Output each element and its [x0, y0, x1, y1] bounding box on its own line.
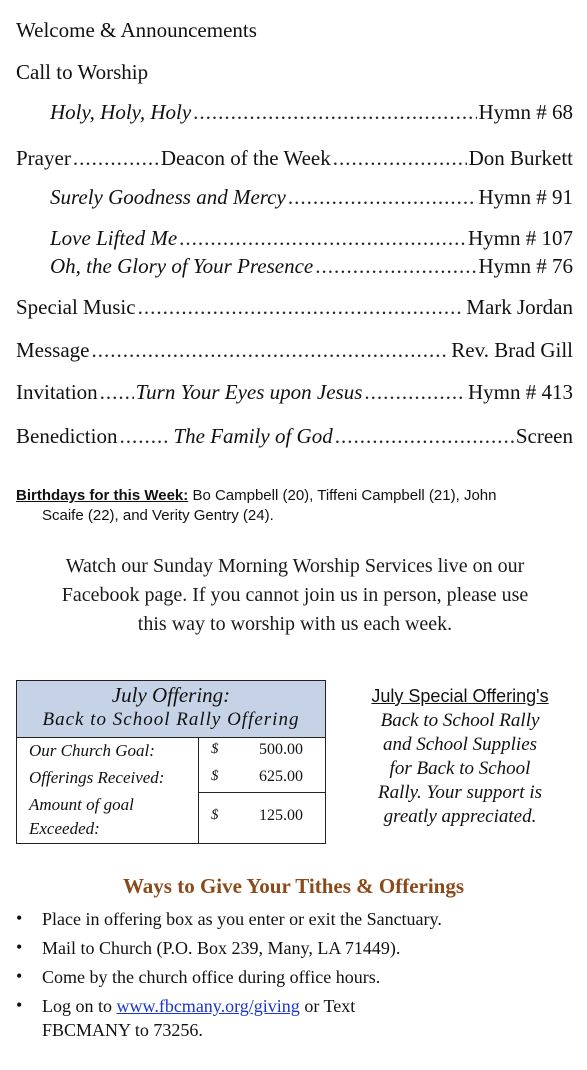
program-item — [16, 424, 573, 449]
list-item — [16, 991, 576, 1042]
list-item-text — [42, 991, 355, 1042]
watch-online-notice — [14, 552, 576, 639]
special-offering-body — [340, 709, 580, 829]
giving-link[interactable]: www.fbcmany.org/giving — [116, 996, 300, 1016]
item-person: Don Burkett — [468, 146, 573, 170]
leader-dots — [91, 338, 449, 363]
item-person: Rev. Brad Gill — [451, 338, 573, 362]
row-label: Amount of goal — [29, 795, 134, 814]
row-currency: $ — [211, 741, 219, 757]
offering-subtitle: Back to School Rally Offering — [42, 709, 300, 730]
hymn-number: Hymn # 91 — [478, 185, 573, 209]
offering-title: July Offering: — [111, 683, 231, 707]
program-item — [16, 338, 573, 363]
offering-table-header — [17, 681, 325, 738]
leader-dots — [364, 380, 466, 405]
leader-dots — [73, 146, 159, 171]
welcome-announcements: Welcome & Announcements — [16, 18, 257, 42]
list-item-text-line2: FBCMANY to 73256. — [42, 1020, 203, 1040]
hymn-number: Hymn # 68 — [478, 100, 573, 124]
special-offering-line: Back to School Rally — [380, 710, 540, 731]
row-amount: 125.00 — [259, 807, 303, 824]
column-divider — [198, 737, 199, 843]
item-label: Special Music — [16, 295, 136, 319]
item-person: Mark Jordan — [466, 295, 573, 319]
item-note: Screen — [515, 424, 573, 448]
leader-dots — [333, 146, 467, 171]
leader-dots — [179, 226, 466, 251]
leader-dots — [315, 254, 476, 279]
program-item — [50, 226, 573, 251]
hymn-title: Love Lifted Me — [50, 226, 178, 250]
list-item-text: Come by the church office during office hours. — [42, 967, 381, 987]
leader-dots — [335, 424, 514, 449]
row-currency: $ — [211, 807, 219, 823]
program-item — [50, 254, 573, 279]
list-item-text: Mail to Church (P.O. Box 239, Many, LA 71449). — [42, 938, 401, 958]
program-item — [50, 100, 573, 125]
row-currency: $ — [211, 768, 219, 784]
hymn-title: Holy, Holy, Holy — [50, 100, 192, 124]
program-item — [16, 380, 573, 405]
list-item-text: Place in offering box as you enter or exit the Sanctuary. — [42, 909, 442, 929]
item-role: Deacon of the Week — [160, 146, 331, 170]
program-item — [50, 185, 573, 210]
item-label: Invitation — [16, 380, 98, 404]
birthdays-line1: Bo Campbell (20), Tiffeni Campbell (21), John — [192, 487, 497, 504]
item-label: Benediction — [16, 424, 118, 448]
list-item-text-pre: Log on to — [42, 996, 117, 1016]
row-label: Our Church Goal: — [29, 741, 155, 760]
program-item — [16, 146, 573, 171]
hymn-number: Hymn # 76 — [478, 254, 573, 278]
special-offering-line: and School Supplies — [382, 734, 538, 755]
call-to-worship: Call to Worship — [16, 60, 149, 84]
birthdays-line2: Scaife (22), and Verity Gentry (24). — [42, 507, 274, 524]
leader-dots — [138, 295, 465, 320]
program-item — [16, 295, 573, 320]
special-offering-heading: July Special Offering's — [371, 686, 549, 706]
list-item-text-post: or Text — [299, 996, 356, 1016]
special-offering-note — [340, 686, 580, 829]
item-label: Message — [16, 338, 90, 362]
item-label: Prayer — [16, 146, 71, 170]
special-offering-line: greatly appreciated. — [383, 806, 537, 827]
birthdays-section — [16, 486, 576, 526]
bullet-icon: • — [16, 995, 23, 1015]
list-item — [16, 962, 576, 991]
hymn-title: Surely Goodness and Mercy — [50, 185, 286, 209]
row-amount: 500.00 — [259, 741, 303, 758]
hymn-title: The Family of God — [173, 424, 333, 448]
hymn-number: Hymn # 107 — [468, 226, 573, 250]
birthdays-label: Birthdays for this Week: — [16, 487, 189, 504]
leader-dots — [100, 380, 134, 405]
hymn-title: Oh, the Glory of Your Presence — [50, 254, 314, 278]
hymn-number: Hymn # 413 — [468, 380, 573, 404]
leader-dots — [193, 100, 476, 125]
row-label: Exceeded: — [29, 819, 100, 838]
leader-dots — [119, 424, 171, 449]
special-offering-line: Rally. Your support is — [377, 782, 542, 803]
list-item — [16, 933, 576, 962]
watch-line: Facebook page. If you cannot join us in person, please use — [61, 584, 529, 606]
offering-table — [16, 680, 326, 844]
ways-to-give-heading: Ways to Give Your Tithes & Offerings — [122, 874, 465, 898]
bullet-icon: • — [16, 937, 23, 957]
row-amount: 625.00 — [259, 768, 303, 785]
bullet-icon: • — [16, 908, 23, 928]
watch-line: this way to worship with us each week. — [137, 613, 453, 635]
list-item — [16, 904, 576, 933]
row-label: Offerings Received: — [29, 768, 165, 787]
special-offering-line: for Back to School — [389, 758, 531, 779]
ways-to-give-list — [16, 904, 576, 1042]
row-divider — [198, 792, 325, 793]
leader-dots — [288, 185, 477, 210]
watch-line: Watch our Sunday Morning Worship Services live on our — [65, 555, 525, 577]
hymn-title: Turn Your Eyes upon Jesus — [135, 380, 363, 404]
bullet-icon: • — [16, 966, 23, 986]
